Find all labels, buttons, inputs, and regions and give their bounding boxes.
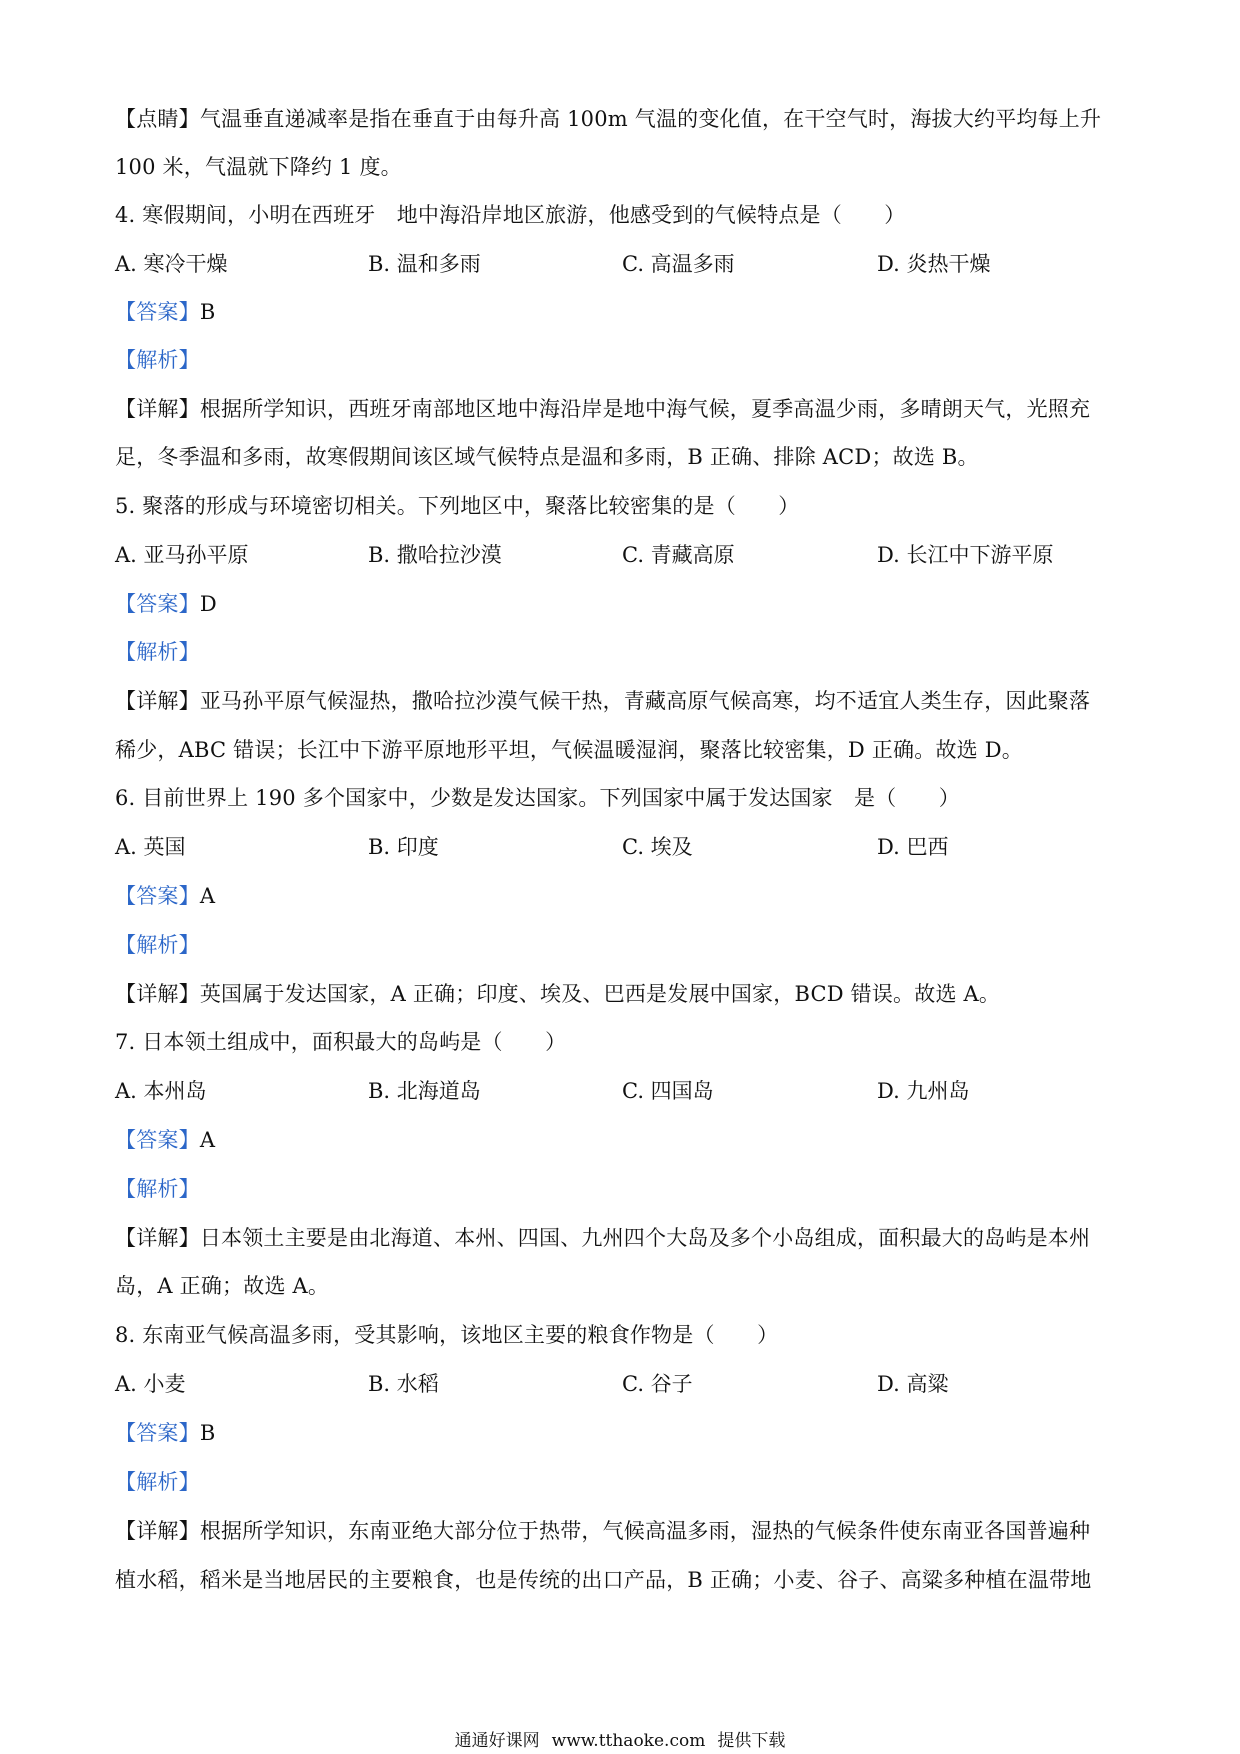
q6-answer-value: A (199, 884, 216, 908)
q7-option-c: C. 四国岛 (622, 1079, 714, 1103)
q8-answer (115, 1418, 1135, 1448)
q8-answer-value: B (199, 1421, 216, 1445)
q7-option-b: B. 北海道岛 (368, 1079, 481, 1103)
q8-detail-line-1 (115, 1516, 1135, 1546)
q7-detail-text-1: 日本领土主要是由北海道、本州、四国、九州四个大岛及多个小岛组成，面积最大的岛屿是本州 (199, 1226, 1091, 1250)
q7-option-d: D. 九州岛 (877, 1079, 970, 1103)
q7-detail-line-1 (115, 1223, 1135, 1253)
q5-detail-line-2: 稀少，ABC 错误；长江中下游平原地形平坦，气候温暖湿润，聚落比较密集，D 正确。故选 D。 (115, 738, 1023, 762)
q4-detail-tag: 【详解】 (115, 397, 200, 421)
q7-answer-tag: 【答案】 (115, 1128, 200, 1152)
q7-answer-value: A (199, 1128, 216, 1152)
q7-detail-tag: 【详解】 (115, 1226, 200, 1250)
dianjing-line-1 (115, 104, 1135, 134)
dianjing-text-1: 气温垂直递减率是指在垂直于由每升高 100m 气温的变化值，在干空气时，海拔大约平均每上升 (199, 107, 1102, 131)
footer-url[interactable]: www.tthaoke.com (551, 1731, 706, 1751)
q6-option-b: B. 印度 (368, 835, 439, 859)
q5-detail-line-1 (115, 686, 1135, 716)
q8-detail-tag: 【详解】 (115, 1519, 200, 1543)
q6-analysis-tag: 【解析】 (115, 933, 200, 957)
q5-option-b: B. 撒哈拉沙漠 (368, 543, 502, 567)
q4-answer-value: B (199, 300, 216, 324)
q5-detail-tag: 【详解】 (115, 689, 200, 713)
q5-answer (115, 589, 1135, 619)
q7-detail-line-2: 岛，A 正确；故选 A。 (115, 1274, 330, 1298)
q4-detail-line-1 (115, 394, 1135, 424)
q7-answer (115, 1125, 1135, 1155)
q7-analysis-tag: 【解析】 (115, 1177, 200, 1201)
q5-option-a: A. 亚马孙平原 (115, 543, 249, 567)
q6-detail-tag: 【详解】 (115, 982, 200, 1006)
q5-answer-tag: 【答案】 (115, 592, 200, 616)
q6-detail-line-1 (115, 979, 1135, 1009)
q4-answer-tag: 【答案】 (115, 300, 200, 324)
question-6-stem: 6. 目前世界上 190 多个国家中，少数是发达国家。下列国家中属于发达国家 是（ ） (115, 786, 960, 810)
q4-detail-text-1: 根据所学知识，西班牙南部地区地中海沿岸是地中海气候，夏季高温少雨，多晴朗天气，光照充 (199, 397, 1091, 421)
q6-answer-tag: 【答案】 (115, 884, 200, 908)
q8-option-c: C. 谷子 (622, 1372, 693, 1396)
q6-option-d: D. 巴西 (877, 835, 949, 859)
q4-option-c: C. 高温多雨 (622, 252, 735, 276)
q5-option-d: D. 长江中下游平原 (877, 543, 1054, 567)
q8-option-d: D. 高粱 (877, 1372, 949, 1396)
q4-option-a: A. 寒冷干燥 (115, 252, 228, 276)
q5-answer-value: D (199, 592, 217, 616)
footer-note: 提供下载 (717, 1731, 786, 1751)
q8-option-a: A. 小麦 (115, 1372, 186, 1396)
q8-analysis-tag: 【解析】 (115, 1470, 200, 1494)
question-4-stem: 4. 寒假期间，小明在西班牙 地中海沿岸地区旅游，他感受到的气候特点是（ ） (115, 203, 906, 227)
dianjing-line-2: 100 米，气温就下降约 1 度。 (115, 155, 402, 179)
q8-option-b: B. 水稻 (368, 1372, 439, 1396)
page-footer (0, 1730, 1240, 1752)
question-5-stem: 5. 聚落的形成与环境密切相关。下列地区中，聚落比较密集的是（ ） (115, 494, 800, 518)
q7-option-a: A. 本州岛 (115, 1079, 207, 1103)
dianjing-tag: 【点睛】 (115, 107, 200, 131)
q4-detail-line-2: 足，冬季温和多雨，故寒假期间该区域气候特点是温和多雨，B 正确、排除 ACD；故选 B。 (115, 445, 979, 469)
q4-answer (115, 297, 1135, 327)
q4-option-d: D. 炎热干燥 (877, 252, 991, 276)
question-7-stem: 7. 日本领土组成中，面积最大的岛屿是（ ） (115, 1030, 567, 1054)
q6-option-c: C. 埃及 (622, 835, 693, 859)
footer-site-name: 通通好课网 (454, 1731, 540, 1751)
q5-analysis-tag: 【解析】 (115, 640, 200, 664)
q6-detail-text-1: 英国属于发达国家，A 正确；印度、埃及、巴西是发展中国家，BCD 错误。故选 A。 (199, 982, 1001, 1006)
q8-detail-line-2: 植水稻，稻米是当地居民的主要粮食，也是传统的出口产品，B 正确；小麦、谷子、高粱多种植在温带地 (115, 1568, 1092, 1592)
q5-detail-text-1: 亚马孙平原气候湿热，撒哈拉沙漠气候干热，青藏高原气候高寒，均不适宜人类生存，因此聚落 (199, 689, 1091, 713)
q5-option-c: C. 青藏高原 (622, 543, 735, 567)
q4-option-b: B. 温和多雨 (368, 252, 481, 276)
q6-answer (115, 881, 1135, 911)
q6-option-a: A. 英国 (115, 835, 186, 859)
q8-answer-tag: 【答案】 (115, 1421, 200, 1445)
question-8-stem: 8. 东南亚气候高温多雨，受其影响，该地区主要的粮食作物是（ ） (115, 1323, 779, 1347)
q8-detail-text-1: 根据所学知识，东南亚绝大部分位于热带，气候高温多雨，湿热的气候条件使东南亚各国普遍种 (199, 1519, 1091, 1543)
q4-analysis-tag: 【解析】 (115, 348, 200, 372)
